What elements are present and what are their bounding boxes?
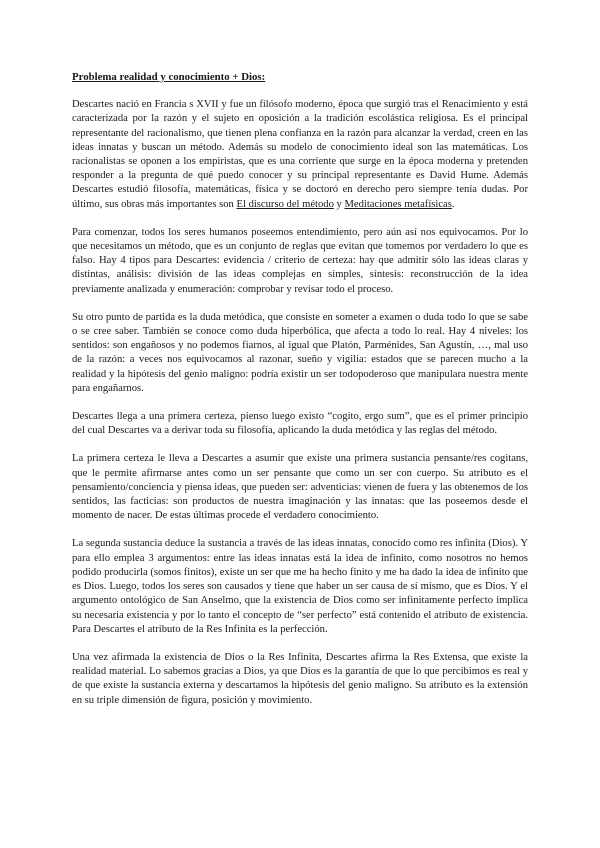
paragraph-2 — [72, 226, 528, 297]
work-title-discurso: El discurso del método — [236, 198, 334, 210]
paragraph-text: Descartes nació en Francia s XVII y fue un filósofo moderno, época que surgió tras el Renacimiento y está caracterizada por la razón y el sujeto en oposición a la tradición escolástica religiosa. Es el principal representante del racionalismo, que tienen plena confianza en la razón para alcanzar la verdad, creen en las ideas innatas y buscan un método. Además su modelo de conocimiento ideal son las matemáticas. Los racionalistas se oponen a los empiristas, que es una corriente que surge en la época moderna y pretenden responder a la pregunta de qué puedo conocer y su principal representante es David Hume. Además Descartes estudió filosofía, matemáticas, física y se doctoró en derecho pero siempre tenía dudas. Por último, sus obras más importantes son — [72, 99, 528, 210]
paragraph-text: Su otro punto de partida es la duda metódica, que consiste en someter a examen o duda todo lo que se sabe o se cree saber. También se conoce como duda hiperbólica, que afecta a todo lo real. Hay 4 niveles: los sentidos: son engañosos y no podemos fiarnos, al igual que Platón, Parménides, San Agustín, …, mal uso de la razón: a veces nos equivocamos al razonar, sueño y vigilia: estados que se parecen mucho a la realidad y la hipótesis del genio maligno: podría existir un ser todopoderoso que manipulara nuestra mente para engañarnos. — [72, 311, 528, 394]
paragraph-5 — [72, 452, 528, 523]
work-title-meditaciones: Meditaciones metafísicas — [344, 198, 452, 210]
paragraph-text: Para comenzar, todos los seres humanos poseemos entendimiento, pero aún así nos equivocamos. Por lo que necesitamos un método, que es un conjunto de reglas que evitan que tomemos por verdadero lo que es falso. Hay 4 tipos para Descartes: evidencia / criterio de certeza: hay que admitir sólo las ideas claras y distintas, análisis: división de las ideas complejas en simples, síntesis: reconstrucción de la idea previamente analizada y enumeración: comprobar y revisar todo el proceso. — [72, 226, 528, 295]
paragraph-6 — [72, 537, 528, 636]
paragraph-text: y — [333, 198, 345, 210]
paragraph-text: La primera certeza le lleva a Descartes a asumir que existe una primera sustancia pensante/res cogitans, que le permite afirmarse antes como un ser pensante que como un ser con cuerpo. Su atributo es el pensamiento/conciencia y piensa ideas, que pueden ser: adventicias: vienen de fuera y las obtenemos de los sentidos, las facticias: son productos de nuestra imaginación y las innatas: que las poseemos desde el momento de nacer. De estas últimas procede el verdadero conocimiento. — [72, 453, 528, 522]
paragraph-text: Una vez afirmada la existencia de Dios o la Res Infinita, Descartes afirma la Res Extensa, que existe la realidad material. Lo sabemos gracias a Dios, ya que Dios es la garantía de que lo que percibimos es real y de que existe la sustancia externa y descartamos la hipótesis del genio maligno. Su atributo es la extensión en su triple dimensión de figura, posición y movimiento. — [72, 651, 528, 706]
paragraph-7 — [72, 651, 528, 708]
paragraph-3 — [72, 311, 528, 396]
paragraph-4 — [72, 410, 528, 438]
paragraph-text: . — [451, 198, 455, 210]
paragraph-1 — [72, 98, 528, 212]
document-body — [72, 70, 528, 722]
document-title: Problema realidad y conocimiento + Dios: — [72, 71, 266, 83]
paragraph-text: La segunda sustancia deduce la sustancia a través de las ideas innatas, conocido como res infinita (Dios). Y para ello emplea 3 argumentos: entre las ideas innatas está la idea de infinito, como nosotros no hemos podido producirla (somos finitos), existe un ser que me ha hecho finito y me ha dado la idea de infinito que es Dios. Luego, todos los seres son causados y tiene que haber un ser causa de sí mismo, que es Dios. Y el argumento ontológico de San Anselmo, que la existencia de Dios como ser infinitamente perfecto implica su necesaria existencia y por lo tanto el concepto de “ser perfecto” está contenido el atributo de existencia. Para Descartes el atributo de la Res Infinita es la perfección. — [72, 538, 528, 635]
paragraph-text: Descartes llega a una primera certeza, pienso luego existo “cogito, ergo sum”, que es el primer principio del cual Descartes va a derivar toda su filosofía, aplicando la duda metódica y las reglas del método. — [72, 411, 528, 437]
